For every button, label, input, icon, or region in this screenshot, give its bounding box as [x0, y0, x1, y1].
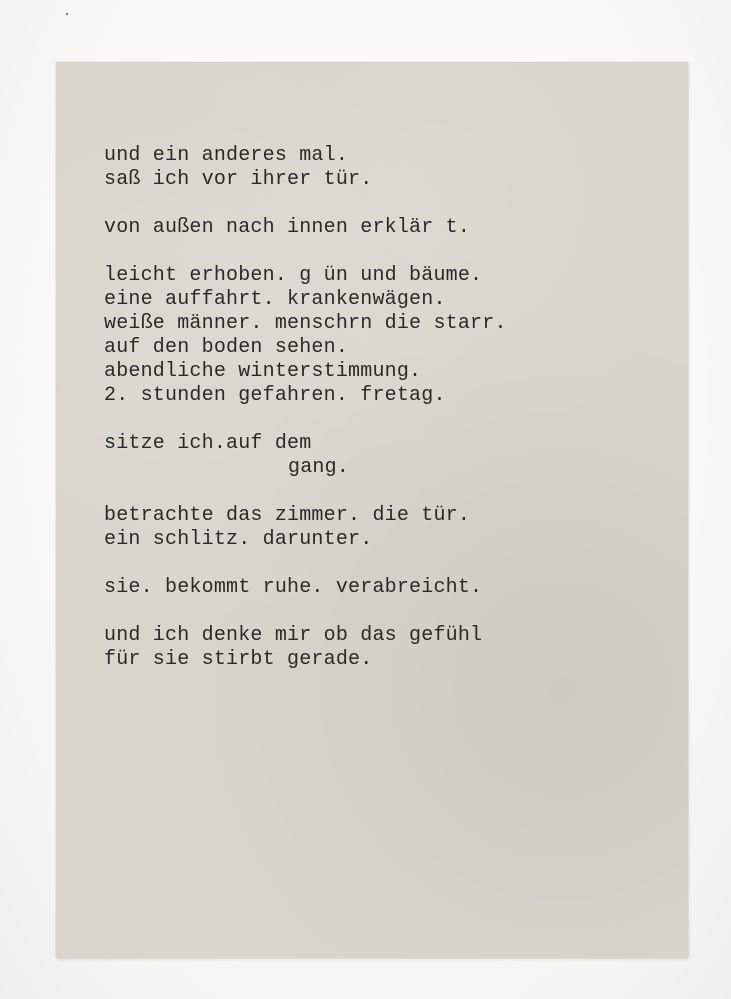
stanza-4	[104, 432, 664, 480]
dust-speck	[66, 13, 68, 15]
stanza-6	[104, 576, 664, 600]
poem-line: für sie stirbt gerade.	[104, 648, 373, 671]
poem-line: leicht erhoben. g ün und bäume.	[104, 264, 483, 287]
poem-line: abendliche winterstimmung.	[104, 360, 422, 383]
poem-line: von außen nach innen erklär t.	[104, 216, 471, 239]
poem-line: saß ich vor ihrer tür.	[104, 168, 373, 191]
poem-line: und ich denke mir ob das gefühl	[104, 624, 483, 647]
stanza-7	[104, 624, 664, 672]
poem-line: auf den boden sehen.	[104, 336, 349, 359]
stanza-5	[104, 504, 664, 552]
poem-line: weiße männer. menschrn die starr.	[104, 312, 507, 335]
poem-line: betrachte das zimmer. die tür.	[104, 504, 471, 527]
stanza-3	[104, 264, 664, 408]
poem-line: sitze ich.auf dem	[104, 432, 312, 455]
stanza-1	[104, 144, 664, 192]
poem-line: und ein anderes mal.	[104, 144, 349, 167]
typewritten-poem	[104, 144, 664, 696]
poem-line-indented: gang.	[288, 456, 350, 479]
poem-line: ein schlitz. darunter.	[104, 528, 373, 551]
poem-line: eine auffahrt. krankenwägen.	[104, 288, 446, 311]
poem-line: sie. bekommt ruhe. verabreicht.	[104, 576, 483, 599]
poem-line: 2. stunden gefahren. fretag.	[104, 384, 446, 407]
stanza-2	[104, 216, 664, 240]
